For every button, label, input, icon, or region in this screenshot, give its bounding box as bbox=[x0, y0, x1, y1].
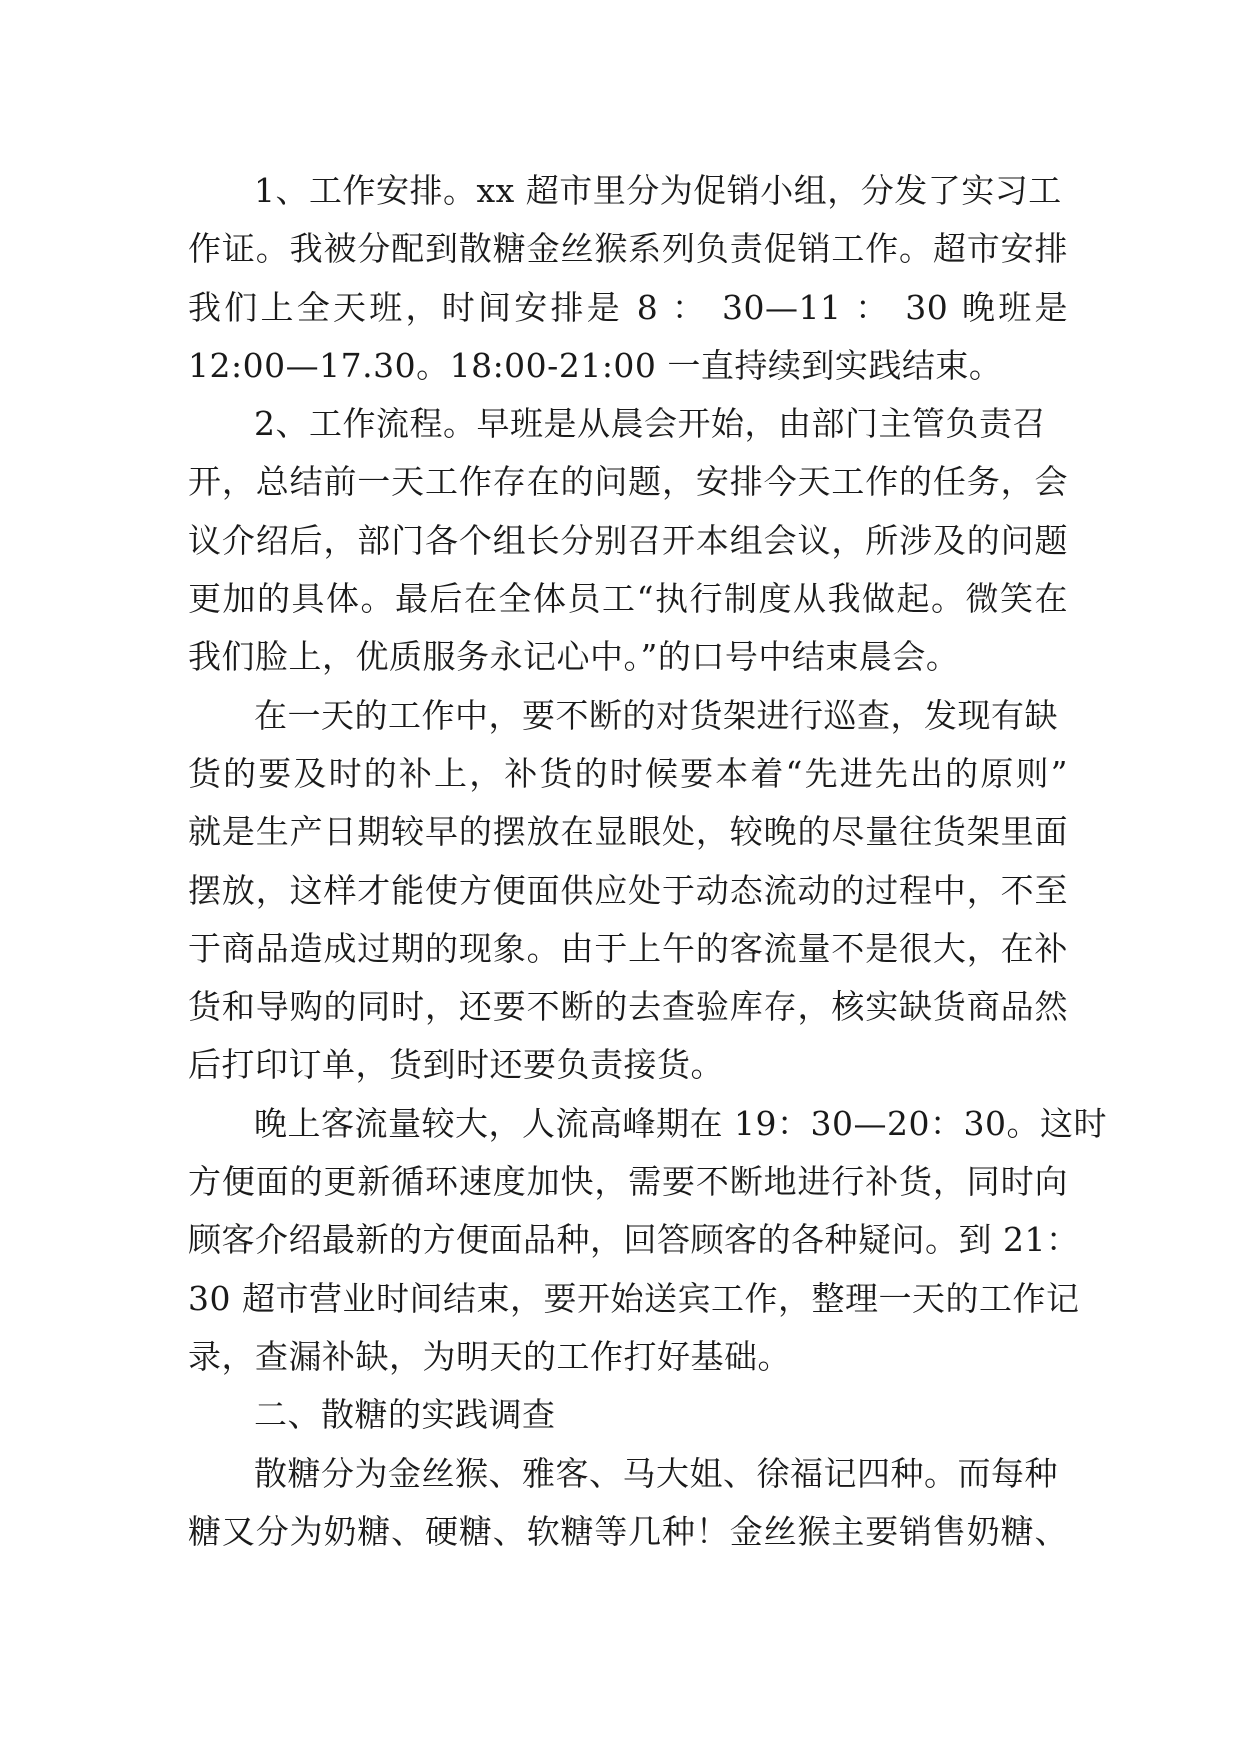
paragraph-line: 我们脸上，优质服务永记心中。”的口号中结束晨会。 bbox=[188, 637, 960, 677]
paragraph-line: 1、工作安排。xx 超市里分为促销小组，分发了实习工 bbox=[254, 171, 1062, 210]
paragraph-line: 于商品造成过期的现象。由于上午的客流量不是很大，在补 bbox=[188, 928, 1068, 968]
paragraph-line: 糖又分为奶糖、硬糖、软糖等几种！金丝猴主要销售奶糖、 bbox=[188, 1511, 1068, 1551]
paragraph-line: 散糖分为金丝猴、雅客、马大姐、徐福记四种。而每种 bbox=[254, 1453, 1058, 1493]
paragraph-line: 12:00—17.30。18:00-21:00 一直持续到实践结束。 bbox=[188, 345, 1003, 385]
paragraph-line: 货和导购的同时，还要不断的去查验库存，核实缺货商品然 bbox=[188, 987, 1068, 1027]
paragraph-line: 录，查漏补缺，为明天的工作打好基础。 bbox=[188, 1336, 791, 1376]
paragraph-line: 晚上客流量较大，人流高峰期在 19：30—20：30。这时 bbox=[254, 1103, 1107, 1143]
paragraph-line: 方便面的更新循环速度加快，需要不断地进行补货，同时向 bbox=[188, 1162, 1068, 1202]
paragraph-line: 在一天的工作中，要不断的对货架进行巡查，发现有缺 bbox=[254, 695, 1058, 735]
paragraph-line: 我们上全天班，时间安排是 8 ： 30—11 ： 30 晚班是 bbox=[188, 287, 1068, 327]
paragraph-line: 摆放，这样才能使方便面供应处于动态流动的过程中，不至 bbox=[188, 870, 1068, 910]
paragraph-line: 2、工作流程。早班是从晨会开始，由部门主管负责召 bbox=[254, 404, 1046, 444]
paragraph-line: 更加的具体。最后在全体员工“执行制度从我做起。微笑在 bbox=[188, 579, 1068, 619]
section-heading: 二、散糖的实践调查 bbox=[254, 1395, 556, 1435]
paragraph-line: 30 超市营业时间结束，要开始送宾工作，整理一天的工作记 bbox=[188, 1278, 1080, 1318]
paragraph-line: 作证。我被分配到散糖金丝猴系列负责促销工作。超市安排 bbox=[188, 229, 1068, 269]
paragraph-line: 就是生产日期较早的摆放在显眼处，较晚的尽量往货架里面 bbox=[188, 812, 1068, 852]
paragraph-line: 议介绍后，部门各个组长分别召开本组会议，所涉及的问题 bbox=[188, 520, 1068, 560]
paragraph-line: 后打印订单，货到时还要负责接货。 bbox=[188, 1045, 724, 1085]
document-body bbox=[188, 162, 1107, 1561]
paragraph-line: 开，总结前一天工作存在的问题，安排今天工作的任务，会 bbox=[188, 462, 1068, 502]
paragraph-line: 顾客介绍最新的方便面品种，回答顾客的各种疑问。到 21： bbox=[188, 1220, 1080, 1260]
paragraph-line: 货的要及时的补上，补货的时候要本着“先进先出的原则” bbox=[188, 753, 1068, 793]
